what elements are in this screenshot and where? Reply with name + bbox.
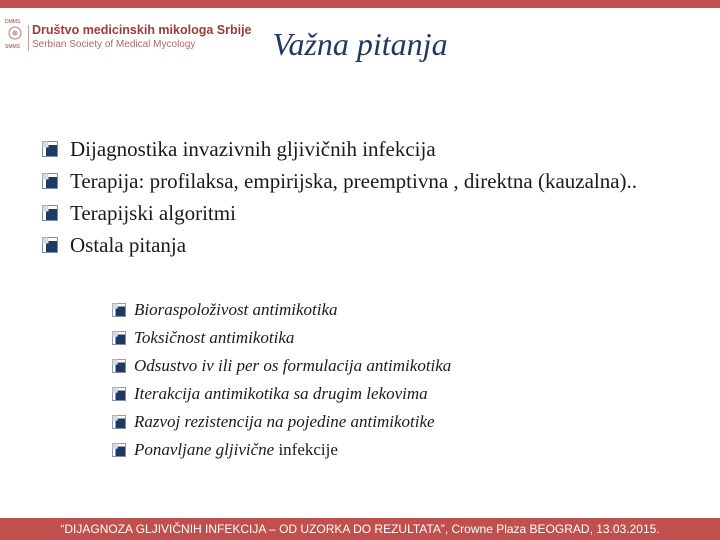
sub-list-item xyxy=(112,408,672,436)
sub-list-item xyxy=(112,380,672,408)
square-bullet-icon xyxy=(42,141,58,157)
slide-title-text: Važna pitanja xyxy=(272,26,448,62)
main-list-item-text: Dijagnostika invazivnih gljivičnih infekcija xyxy=(70,137,436,161)
main-list-item xyxy=(42,229,682,261)
square-bullet-icon xyxy=(112,415,126,429)
main-list-item-text: Terapija: profilaksa, empirijska, preemptivna , direktna (kauzalna).. xyxy=(70,169,638,193)
square-bullet-icon xyxy=(112,303,126,317)
logo-mark-bottom-text: SMMS xyxy=(5,44,20,50)
sub-list-item-text: Ponavljane gljivične xyxy=(134,440,275,459)
slide-title xyxy=(0,26,720,63)
main-list-item xyxy=(42,197,682,229)
footer-bar xyxy=(0,518,720,540)
main-list-item-text: Terapijski algoritmi xyxy=(70,201,236,225)
main-bullet-list xyxy=(42,133,682,261)
main-list-item-text: Ostala pitanja xyxy=(70,233,187,257)
logo-mark-top-text: DMMS xyxy=(5,19,21,25)
square-bullet-icon xyxy=(112,443,126,457)
sub-list-item-text: Iterakcija antimikotika sa drugim lekovima xyxy=(134,384,428,403)
square-bullet-icon xyxy=(112,331,126,345)
sub-list-item-plain-text: infekcije xyxy=(274,440,338,459)
sub-list-item-text: Razvoj rezistencija na pojedine antimikotike xyxy=(134,412,435,431)
sub-list-item-text: Odsustvo iv ili per os formulacija antimikotika xyxy=(134,356,452,375)
square-bullet-icon xyxy=(112,359,126,373)
square-bullet-icon xyxy=(42,173,58,189)
sub-bullet-list xyxy=(112,296,672,464)
square-bullet-icon xyxy=(42,237,58,253)
top-accent-bar xyxy=(0,0,720,8)
main-list-item xyxy=(42,165,682,197)
sub-list-item xyxy=(112,436,672,464)
sub-list-item xyxy=(112,324,672,352)
sub-list-item-text: Bioraspoloživost antimikotika xyxy=(134,300,338,319)
main-list-item xyxy=(42,133,682,165)
sub-list-item xyxy=(112,352,672,380)
square-bullet-icon xyxy=(112,387,126,401)
org-name: Društvo medicinskih mikologa Srbije xyxy=(32,23,252,37)
org-name-en: Serbian Society of Medical Mycology xyxy=(32,39,196,50)
sub-list-item-text: Toksičnost antimikotika xyxy=(134,328,295,347)
footer-text: “DIJAGNOZA GLJIVIČNIH INFEKCIJA – OD UZORKA DO REZULTATA”, Crowne Plaza BEOGRAD, 13.03.2015. xyxy=(60,522,660,536)
sub-list-item xyxy=(112,296,672,324)
square-bullet-icon xyxy=(42,205,58,221)
